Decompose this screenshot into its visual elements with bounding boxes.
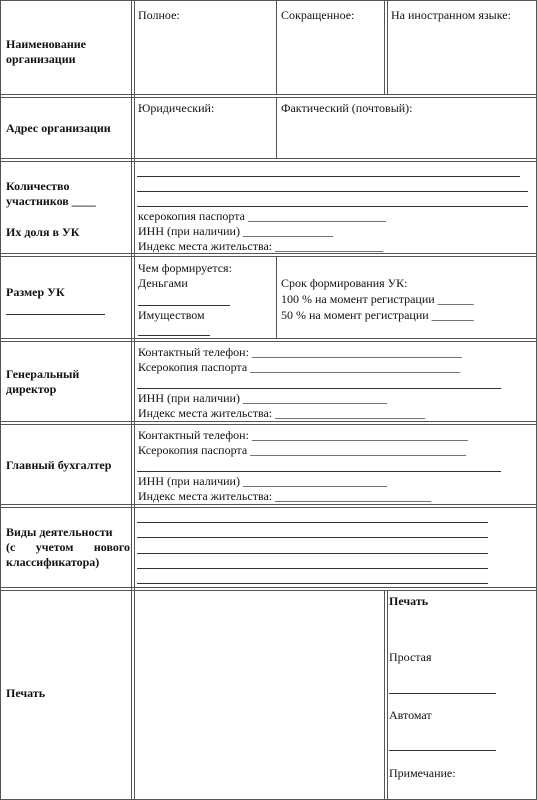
participants-count-label: Количество [6,179,70,193]
accountant-phone-field[interactable]: Контактный телефон: ____________________________________ [138,428,468,442]
row-divider [0,97,537,98]
cell-divider [384,590,385,800]
cell-divider [387,0,388,95]
capital-size-blank[interactable] [6,314,105,315]
org-full-name-field[interactable]: Полное: [138,8,180,22]
cell-divider [276,0,277,95]
capital-money-option[interactable]: Деньгами [138,276,188,290]
accountant-inn-field[interactable]: ИНН (при наличии) ________________________ [138,474,387,488]
accountant-index-field[interactable]: Индекс места жительства: __________________________ [138,489,432,503]
capital-property-option[interactable]: Имуществом [138,308,205,322]
row-divider [0,424,537,425]
cell-divider [276,256,277,339]
cell-divider [384,0,385,95]
org-short-name-field[interactable]: Сокращенное: [281,8,355,22]
participant-index-field[interactable]: Индекс места жительства: __________________ [138,239,384,253]
capital-formed-by-label: Чем формируется: [138,261,232,275]
stamp-automatic-blank[interactable] [389,750,496,751]
participants-count-label-cont: участников ____ [6,194,96,208]
capital-property-blank[interactable] [138,335,210,336]
director-phone-field[interactable]: Контактный телефон: ___________________________________ [138,345,462,359]
accountant-label: Главный бухгалтер [6,458,112,472]
capital-full-at-registration-field[interactable]: 100 % на момент регистрации ______ [281,292,474,306]
blank-line[interactable] [137,191,528,192]
director-inn-field[interactable]: ИНН (при наличии) ________________________ [138,391,387,405]
org-name-label: Наименование организации [6,37,86,66]
org-foreign-name-field[interactable]: На иностранном языке: [391,8,511,22]
director-passport-field[interactable]: Ксерокопия паспорта ___________________________________ [138,360,461,374]
participant-inn-field[interactable]: ИНН (при наличии) _______________ [138,224,333,238]
activities-line[interactable] [137,568,488,569]
cell-divider [387,590,388,800]
stamp-simple-option[interactable]: Простая [389,650,432,664]
blank-line[interactable] [137,176,520,177]
director-label: Генеральный [6,367,80,381]
participant-passport-field[interactable]: ксерокопия паспорта _______________________ [138,209,386,223]
row-divider [0,161,537,162]
activities-line[interactable] [137,583,488,584]
activities-label: Виды деятельности [6,525,113,539]
stamp-automatic-option[interactable]: Автомат [389,708,432,722]
capital-money-blank[interactable] [138,305,230,306]
row-divider [0,504,537,505]
row-divider [0,421,537,422]
director-index-field[interactable]: Индекс места жительства: _________________________ [138,406,426,420]
activities-line[interactable] [137,522,488,523]
row-divider [0,587,537,588]
border-top [0,0,537,1]
activities-label-cont-2: классификатора) [6,555,100,569]
activities-line[interactable] [137,553,488,554]
accountant-passport-field[interactable]: Ксерокопия паспорта ____________________________________ [138,443,467,457]
address-label: Адрес организации [6,121,111,135]
activities-line[interactable] [137,537,488,538]
row-divider [0,94,537,95]
stamp-heading: Печать [389,594,429,608]
capital-half-at-registration-field[interactable]: 50 % на момент регистрации _______ [281,308,474,322]
row-divider [0,341,537,342]
stamp-simple-blank[interactable] [389,693,496,694]
border-left [0,0,1,800]
blank-line[interactable] [137,206,528,207]
director-label-cont: директор [6,382,57,396]
row-divider [0,338,537,339]
legal-address-field[interactable]: Юридический: [138,101,215,115]
label-column-divider [134,0,135,800]
participants-share-label: Их доля в УК [6,225,80,239]
activities-label-cont: (с учетом нового [6,540,130,554]
row-divider [0,158,537,159]
label-column-divider [131,0,132,800]
row-divider [0,507,537,508]
actual-address-field[interactable]: Фактический (почтовый): [281,101,413,115]
row-divider [0,590,537,591]
capital-term-label: Срок формирования УК: [281,276,408,290]
cell-divider [276,97,277,159]
stamp-note-field[interactable]: Примечание: [389,766,456,780]
row-divider [0,256,537,257]
blank-line[interactable] [137,388,501,389]
stamp-label: Печать [6,686,46,700]
blank-line[interactable] [137,471,501,472]
capital-size-label: Размер УК [6,285,65,299]
